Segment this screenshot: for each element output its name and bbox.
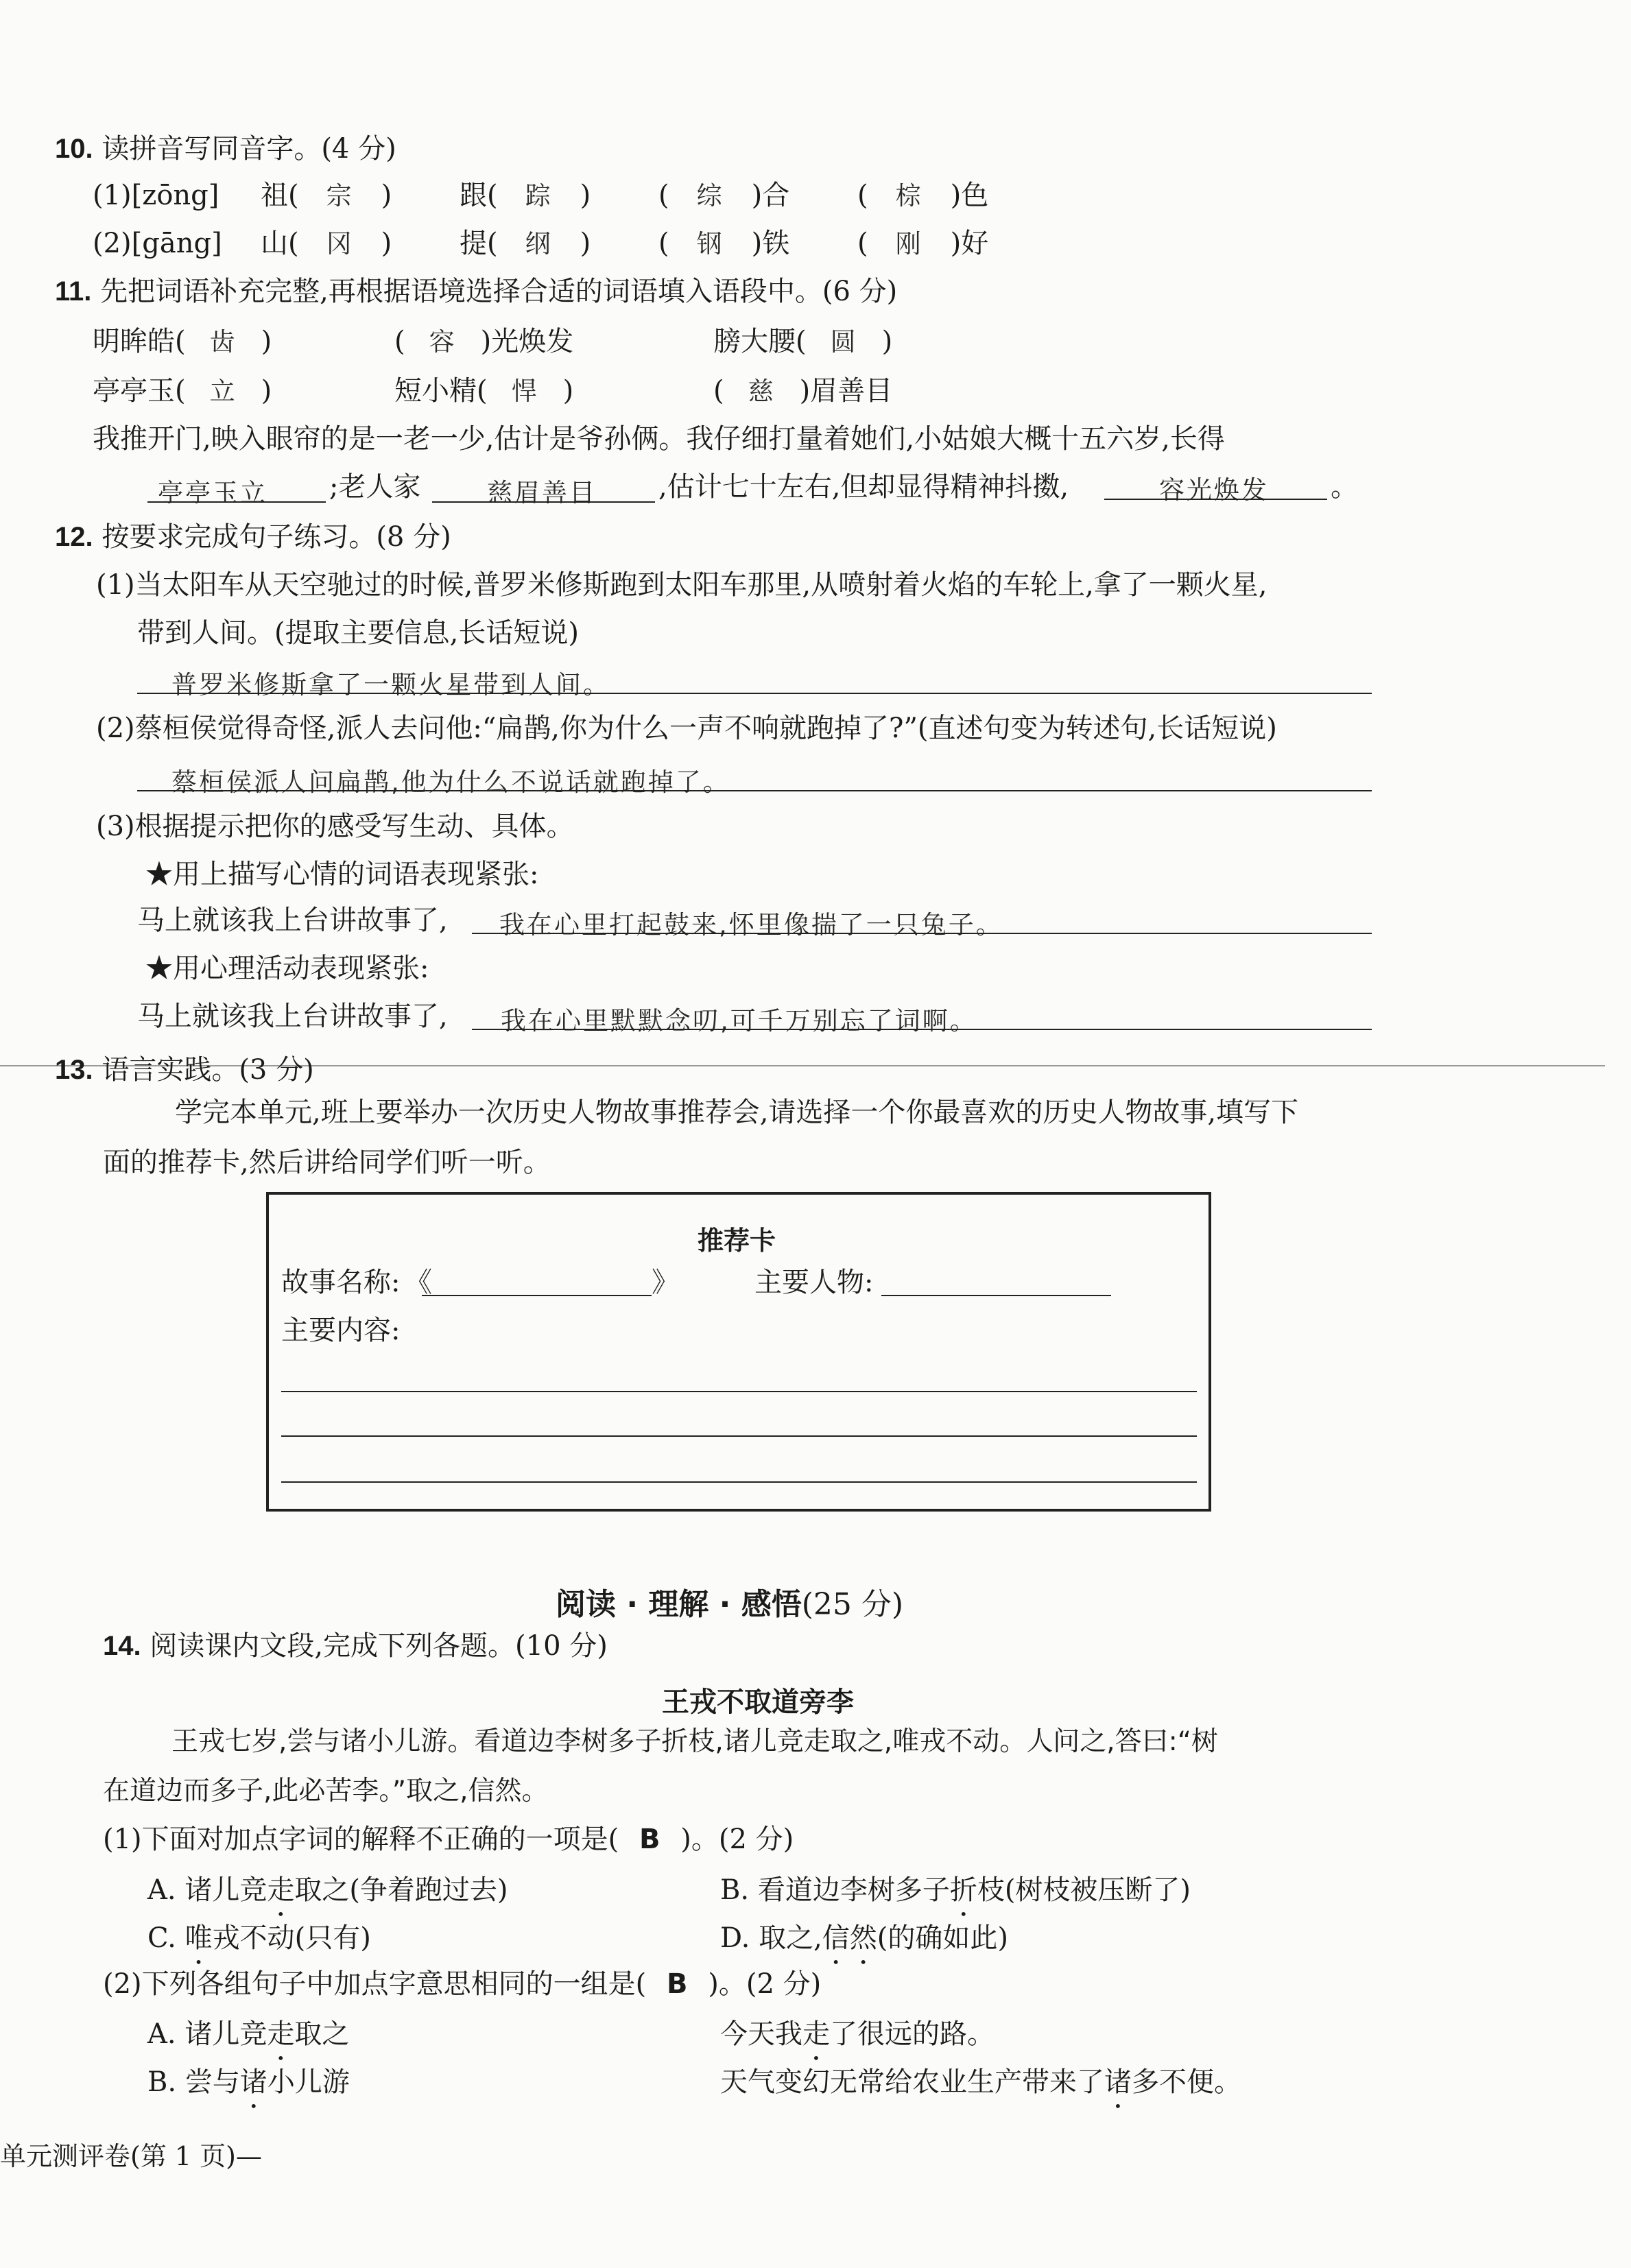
q11-row1-text1: 明眸皓( — [93, 326, 186, 357]
option-a-tail: 取之(争着跑过去) — [294, 1874, 508, 1906]
q10-row2-item3 — [658, 230, 789, 257]
section-score: (25 分) — [801, 1587, 904, 1622]
q12-hint2: ★用心理活动表现紧张: — [145, 953, 429, 984]
q11-text1: ;老人家 — [329, 471, 421, 503]
q13-heading — [55, 1056, 314, 1084]
q10-row2-label: (2)[gāng] — [93, 228, 222, 259]
q11-row1-item2 — [394, 328, 573, 355]
q10-row2-text1: 山( — [261, 228, 299, 259]
q11-row1-item3 — [713, 328, 892, 355]
q10-row1-label: (1)[zōng] — [93, 180, 219, 211]
q12-answer2[interactable]: 蔡桓侯派人问扁鹊,他为什么不说话就跑掉了。 — [171, 767, 730, 797]
option2-a-dotted: 走 — [267, 2018, 295, 2050]
q12-lead1: 马上就该我上台讲故事了, — [137, 905, 448, 936]
q10-row1-answer1[interactable]: 宗 — [326, 181, 354, 211]
q12-answer4-line — [472, 1029, 1372, 1030]
q11-row1-answer2[interactable]: 容 — [429, 327, 457, 357]
option2-a-pair-text: 今天我 — [720, 2018, 802, 2050]
q10-row1-open3: ( — [658, 180, 669, 211]
q14-sub1-option-c[interactable] — [147, 1922, 371, 1970]
option-d-text: D. 取之, — [720, 1922, 822, 1954]
option-c-tail: 戎不动(只有) — [212, 1922, 371, 1954]
q14-sub2-option-a[interactable] — [147, 2018, 349, 2066]
q11-row2-open3: ( — [713, 375, 724, 407]
q13-number: 13. — [55, 1055, 93, 1085]
q12-answer3-line — [472, 933, 1372, 934]
passage-line2: 在道边而多子,此必苦李。”取之,信然。 — [103, 1776, 549, 1806]
q11-row2-close2: ) — [562, 375, 574, 407]
q12-answer1[interactable]: 普罗米修斯拿了一颗火星带到人间。 — [171, 670, 610, 700]
q14-sub2-text: (2)下列各组句子中加点字意思相同的一组是( — [103, 1968, 647, 2000]
q10-number: 10. — [55, 134, 93, 164]
q11-fill3[interactable]: 容光焕发 — [1159, 475, 1269, 505]
q10-row2-item2 — [460, 230, 591, 257]
q10-heading — [55, 135, 396, 163]
q12-answer4[interactable]: 我在心里默默念叨,可千万别忘了词啊。 — [501, 1006, 977, 1036]
q12-title: 按要求完成句子练习。(8 分) — [102, 521, 451, 553]
q11-row1-item1 — [93, 328, 272, 355]
option-b-text: B. 看道边李树多子 — [720, 1874, 950, 1906]
option-b-dotted: 折 — [949, 1874, 977, 1906]
q14-title: 阅读课内文段,完成下列各题。(10 分) — [150, 1630, 608, 1662]
option2-a-pair-tail: 了很远的路。 — [830, 2018, 995, 2050]
q11-row2-answer3[interactable]: 慈 — [748, 377, 776, 406]
q10-row2-close1: ) — [381, 228, 392, 259]
q11-row1-answer1[interactable]: 齿 — [209, 327, 237, 357]
q12-answer3[interactable]: 我在心里打起鼓来,怀里像揣了一只兔子。 — [499, 910, 1003, 940]
q14-sub1-option-b[interactable] — [720, 1874, 1191, 1922]
q10-row2-item1 — [261, 230, 392, 257]
q14-sub2-option-a-pair — [720, 2018, 995, 2066]
q10-row1-item4 — [857, 182, 988, 209]
q10-row1-close2: ) — [580, 180, 591, 211]
option2-a-pair-dotted: 走 — [802, 2018, 830, 2050]
q14-sub1 — [103, 1826, 794, 1853]
q10-row1-answer3[interactable]: 综 — [696, 181, 724, 211]
passage-line1: 王戎七岁,尝与诸小儿游。看道边李树多子折枝,诸儿竞走取之,唯戎不动。人问之,答曰:“树 — [171, 1726, 1218, 1757]
card-close-bracket: 》 — [652, 1267, 679, 1298]
q10-title: 读拼音写同音字。(4 分) — [102, 133, 396, 165]
option-d-tail: (的确如此) — [877, 1922, 1009, 1954]
q13-title: 语言实践。(3 分) — [102, 1054, 314, 1086]
option2-b-tail: 小儿游 — [267, 2066, 350, 2098]
option-d-dotted: 信然 — [822, 1922, 877, 1954]
q10-row1-text1: 祖( — [261, 180, 299, 211]
q11-row1-close1: ) — [261, 326, 272, 357]
card-content-line1[interactable] — [281, 1391, 1197, 1392]
card-story-name-label: 故事名称: — [281, 1267, 401, 1298]
q11-row2-text3: )眉善目 — [799, 375, 893, 407]
q10-row2-text2: 提( — [460, 228, 498, 259]
q11-text2: ,估计七十左右,但却显得精神抖擞, — [658, 471, 1069, 503]
q12-part1-line1: (1)当太阳车从天空驰过的时候,普罗米修斯跑到太阳车那里,从喷射着火焰的车轮上,拿了一颗火星, — [96, 569, 1267, 601]
card-content-label: 主要内容: — [281, 1315, 401, 1346]
q10-row2-item4 — [857, 230, 988, 257]
q14-sub1-answer[interactable]: B — [639, 1824, 660, 1855]
q12-lead2: 马上就该我上台讲故事了, — [137, 1001, 448, 1032]
card-person-label: 主要人物: — [754, 1267, 874, 1298]
section-heading — [556, 1579, 903, 1623]
q14-sub1-text: (1)下面对加点字词的解释不正确的一项是( — [103, 1824, 619, 1855]
q14-number: 14. — [103, 1631, 141, 1661]
card-content-line3[interactable] — [281, 1481, 1197, 1483]
q11-fill1[interactable]: 亭亭玉立 — [158, 478, 267, 508]
q12-hint1: ★用上描写心情的词语表现紧张: — [145, 859, 539, 890]
q11-row1-answer3[interactable]: 圆 — [830, 327, 858, 357]
q13-text-line2: 面的推荐卡,然后讲给同学们听一听。 — [103, 1147, 551, 1178]
q11-row2-item2 — [394, 377, 573, 405]
passage-title: 王戎不取道旁李 — [662, 1686, 854, 1718]
q14-sub2-option-b[interactable] — [147, 2066, 350, 2114]
q10-row2-text4: )好 — [950, 228, 989, 259]
q11-fill2-line — [432, 501, 655, 503]
q11-row1-open2: ( — [394, 326, 405, 357]
q12-part3: (3)根据提示把你的感受写生动、具体。 — [96, 811, 574, 842]
q11-row2-close1: ) — [261, 375, 272, 407]
q14-sub2-tail: )。(2 分) — [708, 1968, 822, 2000]
page-footer: 单元测评卷(第 1 页)— — [0, 2141, 262, 2171]
q10-row2-answer4[interactable]: 刚 — [895, 229, 923, 259]
option2-b-text: B. 尝与 — [147, 2066, 240, 2098]
q11-row1-text2: )光焕发 — [480, 326, 574, 357]
q14-sub2 — [103, 1970, 821, 1998]
card-story-name-input[interactable] — [422, 1295, 652, 1296]
q12-answer2-line — [137, 790, 1372, 791]
q11-heading — [55, 278, 897, 305]
option2-b-pair-tail: 多不便。 — [1132, 2066, 1241, 2098]
q12-heading — [55, 523, 451, 551]
card-open-bracket: 《 — [405, 1267, 432, 1298]
q11-row2-answer2[interactable]: 悍 — [511, 377, 539, 406]
q10-row1-text4: )色 — [950, 180, 989, 211]
q10-row2-answer2[interactable]: 纲 — [525, 229, 553, 259]
option2-b-pair-dotted: 诸 — [1104, 2066, 1132, 2098]
option-c-text: C. — [147, 1922, 185, 1954]
q11-row1-text3: 膀大腰( — [713, 326, 807, 357]
q12-part1-line2: 带到人间。(提取主要信息,长话短说) — [137, 617, 579, 649]
q10-row2-open3: ( — [658, 228, 669, 259]
q11-fill3-line — [1104, 499, 1327, 500]
q14-heading — [103, 1632, 608, 1660]
q10-row1-answer2[interactable]: 踪 — [525, 181, 553, 211]
q14-sub2-option-b-pair — [720, 2066, 1241, 2114]
q11-fill2[interactable]: 慈眉善目 — [487, 478, 597, 508]
q10-row2-text3: )铁 — [751, 228, 790, 259]
option-a-dotted: 走 — [267, 1874, 295, 1906]
q11-row1-close3: ) — [881, 326, 893, 357]
q14-sub1-option-a[interactable] — [147, 1874, 508, 1922]
q13-text-line1: 学完本单元,班上要举办一次历史人物故事推荐会,请选择一个你最喜欢的历史人物故事,填写下 — [175, 1097, 1299, 1128]
q11-paragraph-line1: 我推开门,映入眼帘的是一老一少,估计是爷孙俩。我仔细打量着她们,小姑娘大概十五六岁,长得 — [93, 423, 1225, 455]
q14-sub1-option-d[interactable] — [720, 1922, 1008, 1970]
q11-row2-item3 — [713, 377, 892, 405]
q10-row1-close1: ) — [381, 180, 392, 211]
q10-row1-item1 — [261, 182, 392, 209]
option-c-dotted: 唯 — [184, 1922, 213, 1954]
q11-number: 11. — [55, 276, 92, 307]
card-title: 推荐卡 — [698, 1226, 776, 1256]
q10-row1-item3 — [658, 182, 789, 209]
q10-row1-item2 — [460, 182, 591, 209]
q10-row2-close2: ) — [580, 228, 591, 259]
q10-row2-open4: ( — [857, 228, 868, 259]
q11-row2-answer1[interactable]: 立 — [209, 377, 237, 406]
q12-answer1-line — [137, 693, 1372, 694]
option2-b-dotted: 诸 — [239, 2066, 267, 2098]
option-a-text: A. 诸儿竞 — [147, 1874, 267, 1906]
option2-b-pair-text: 天气变幻无常给农业生产带来了 — [720, 2066, 1104, 2098]
option-b-tail: 枝(树枝被压断了) — [977, 1874, 1191, 1906]
q11-row2-item1 — [93, 377, 272, 405]
q11-row2-text2: 短小精( — [394, 375, 488, 407]
q11-text3: 。 — [1331, 471, 1358, 503]
q11-title: 先把词语补充完整,再根据语境选择合适的词语填入语段中。(6 分) — [100, 276, 898, 307]
q14-sub2-answer[interactable]: B — [667, 1968, 688, 2000]
q12-number: 12. — [55, 522, 93, 552]
q14-sub1-tail: )。(2 分) — [680, 1824, 794, 1855]
q10-row2-answer3[interactable]: 钢 — [696, 229, 724, 259]
card-content-line2[interactable] — [281, 1435, 1197, 1437]
section-title: 阅读 · 理解 · 感悟 — [556, 1587, 802, 1622]
q10-row1-open4: ( — [857, 180, 868, 211]
q10-row2-answer1[interactable]: 冈 — [326, 229, 354, 259]
option2-a-tail: 取之 — [294, 2018, 350, 2050]
q10-row1-text2: 跟( — [460, 180, 498, 211]
q10-row1-text3: )合 — [751, 180, 790, 211]
q11-row2-text1: 亭亭玉( — [93, 375, 186, 407]
q12-part2: (2)蔡桓侯觉得奇怪,派人去问他:“扁鹊,你为什么一声不响就跑掉了?”(直述句变为转述句,长话短说) — [96, 713, 1277, 744]
q11-fill1-line — [147, 501, 326, 503]
q10-row1-answer4[interactable]: 棕 — [895, 181, 923, 211]
option2-a-text: A. 诸儿竞 — [147, 2018, 267, 2050]
card-person-input[interactable] — [881, 1295, 1111, 1296]
